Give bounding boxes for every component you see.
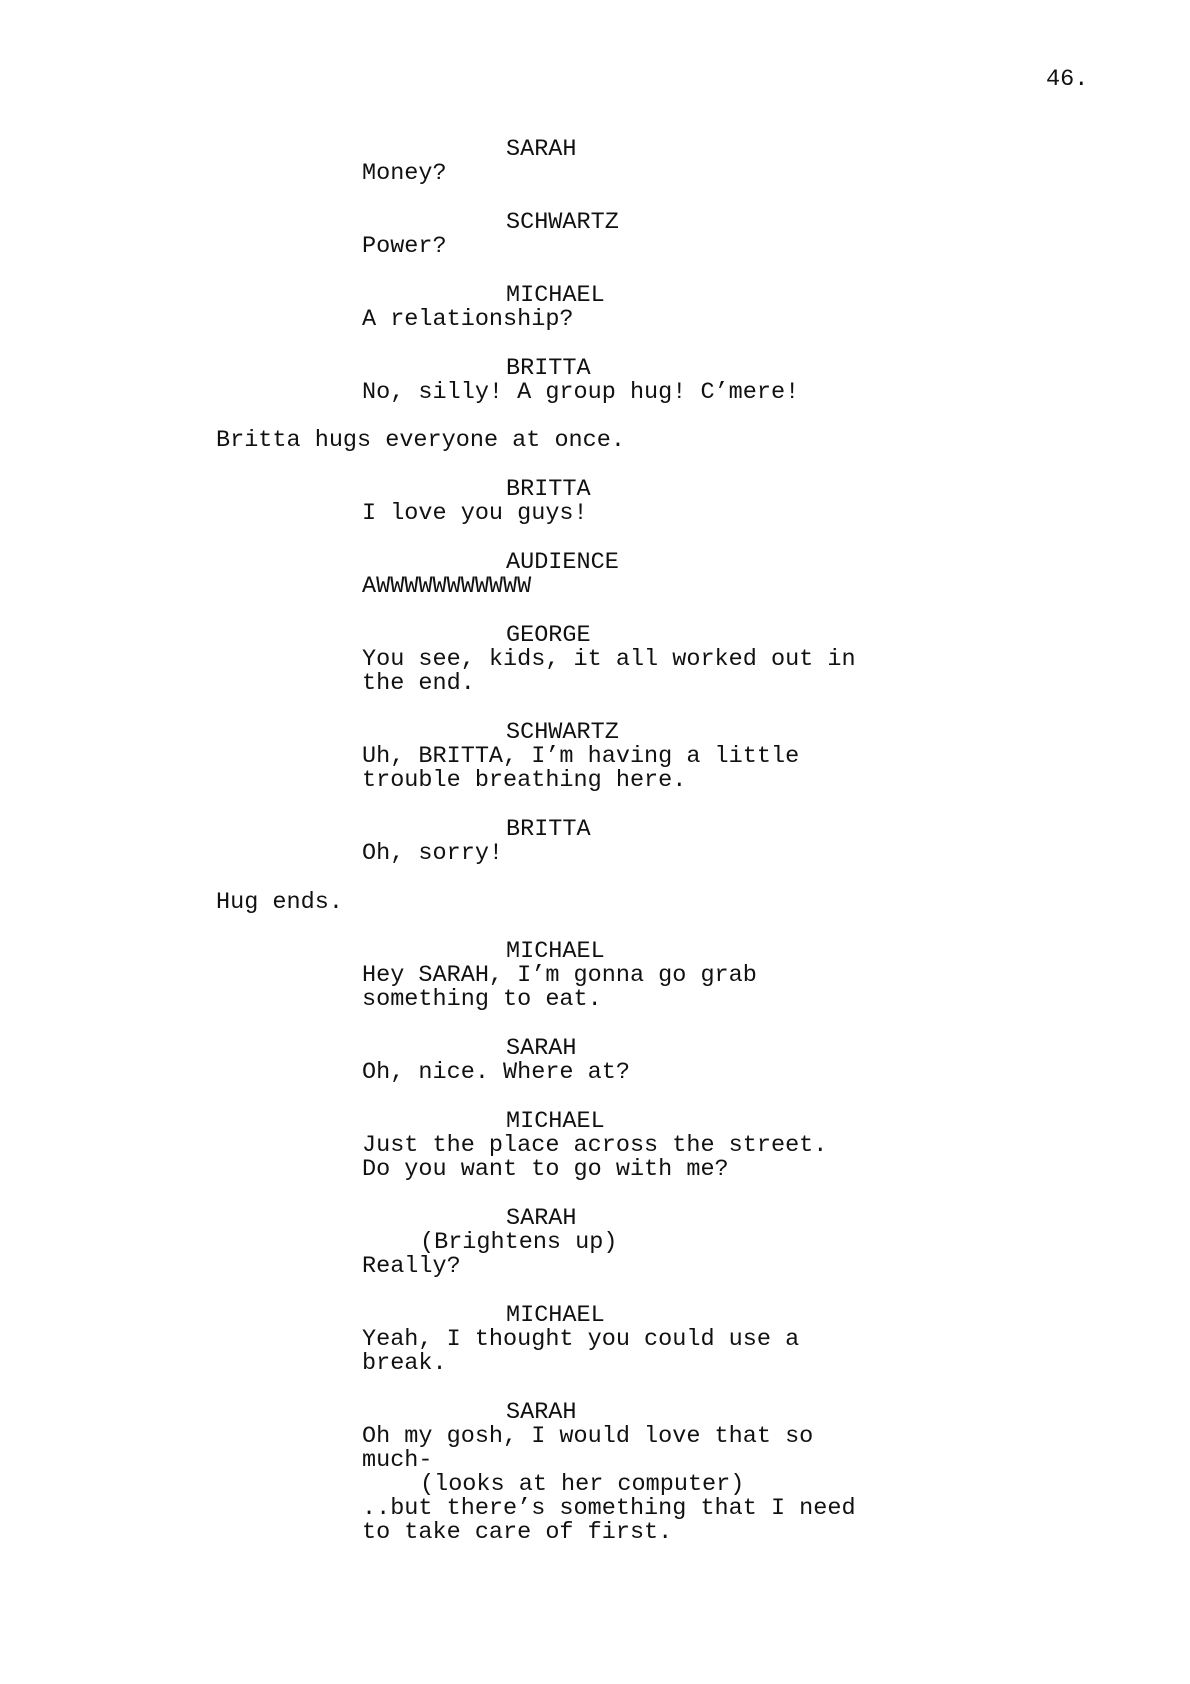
page-number: 46. [1046,66,1089,93]
character-name: SARAH [506,1399,577,1426]
dialogue-line: Oh, nice. Where at? [362,1059,630,1086]
character-name: GEORGE [506,622,591,649]
character-name: SCHWARTZ [506,719,619,746]
dialogue-line: ..but there’s something that I need [362,1495,856,1522]
character-name: BRITTA [506,355,591,382]
dialogue-line: much- [362,1447,433,1474]
character-name: MICHAEL [506,282,605,309]
dialogue-line: Uh, BRITTA, I’m having a little [362,743,800,770]
dialogue-line: something to eat. [362,986,602,1013]
action-line: Britta hugs everyone at once. [216,427,625,454]
character-name: SARAH [506,136,577,163]
character-name: BRITTA [506,816,591,843]
character-name: MICHAEL [506,938,605,965]
parenthetical: (looks at her computer) [420,1471,745,1498]
dialogue-line: Oh, sorry! [362,840,504,867]
character-name: AUDIENCE [506,549,619,576]
character-name: SCHWARTZ [506,209,619,236]
dialogue-line: Do you want to go with me? [362,1156,729,1183]
dialogue-line: No, silly! A group hug! C’mere! [362,379,800,406]
dialogue-line: You see, kids, it all worked out in [362,646,856,673]
dialogue-line: the end. [362,670,475,697]
dialogue-line: AWWWWWWWWWWW [362,573,532,600]
dialogue-line: Hey SARAH, I’m gonna go grab [362,962,757,989]
dialogue-line: Oh my gosh, I would love that so [362,1423,814,1450]
dialogue-line: break. [362,1350,447,1377]
character-name: MICHAEL [506,1302,605,1329]
dialogue-line: A relationship? [362,306,574,333]
parenthetical: (Brightens up) [420,1229,618,1256]
dialogue-line: Money? [362,160,447,187]
character-name: BRITTA [506,476,591,503]
action-line: Hug ends. [216,889,343,916]
character-name: SARAH [506,1205,577,1232]
dialogue-line: I love you guys! [362,500,588,527]
dialogue-line: to take care of first. [362,1519,673,1546]
dialogue-line: Really? [362,1253,461,1280]
character-name: SARAH [506,1035,577,1062]
dialogue-line: Just the place across the street. [362,1132,828,1159]
dialogue-line: Power? [362,233,447,260]
dialogue-line: trouble breathing here. [362,767,687,794]
dialogue-line: Yeah, I thought you could use a [362,1326,800,1353]
character-name: MICHAEL [506,1108,605,1135]
